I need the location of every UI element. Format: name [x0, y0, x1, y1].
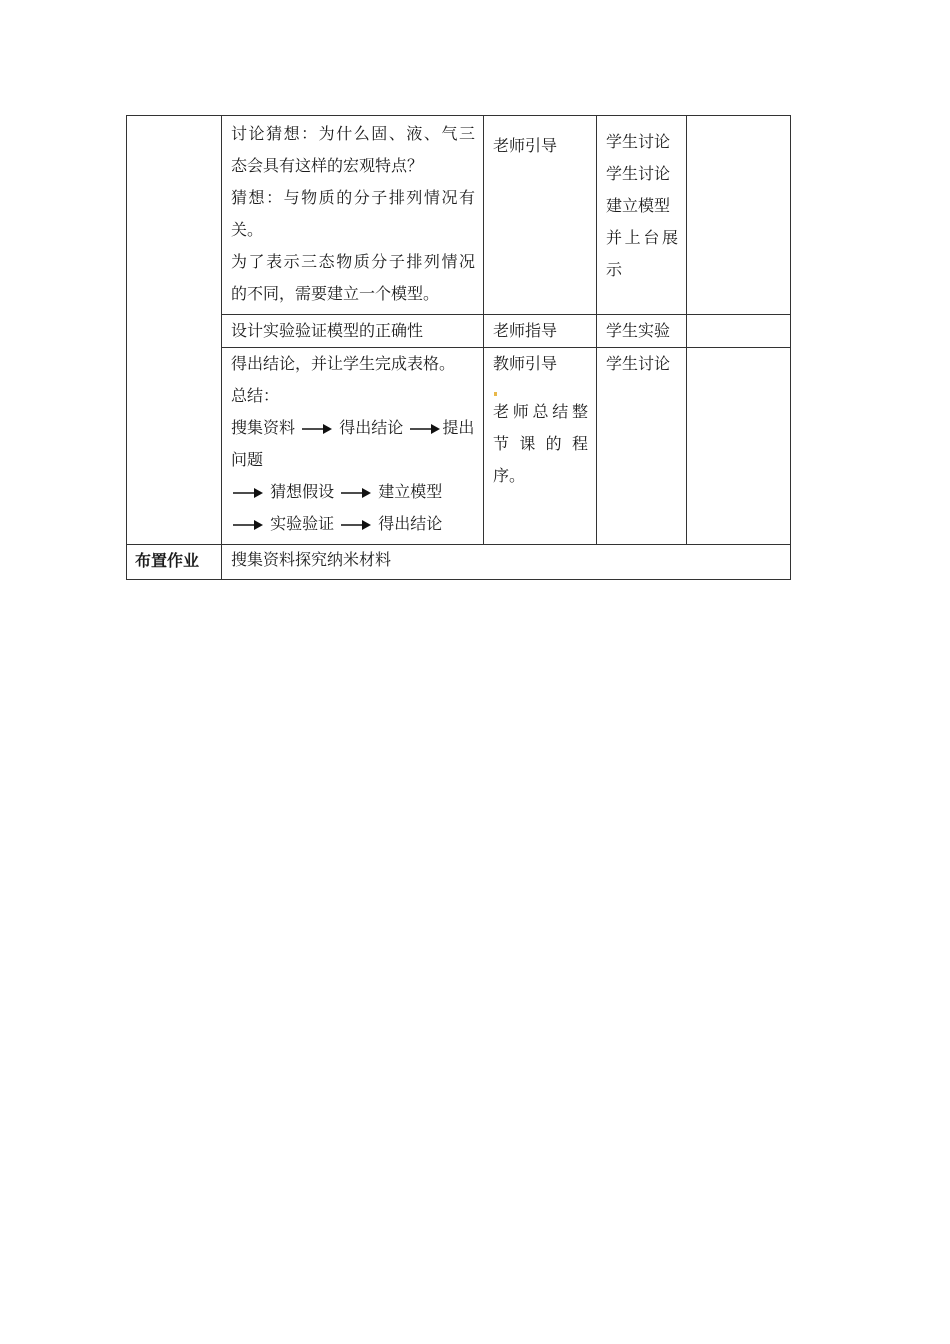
table-row [127, 315, 791, 348]
stage-cell [127, 116, 222, 545]
teacher-line: 节课的程 [493, 434, 588, 453]
table-row [127, 545, 791, 580]
flow-line [231, 412, 475, 476]
arrow-icon [341, 519, 371, 531]
arrow-icon [233, 519, 263, 531]
teacher-activity-cell [484, 116, 597, 315]
notes-cell [687, 348, 791, 545]
student-line: 学生实验 [606, 321, 671, 340]
student-line: 学生讨论 [606, 132, 671, 151]
teacher-line: 老师引导 [493, 136, 558, 155]
student-activity-cell [597, 116, 687, 315]
student-line: 示 [606, 260, 623, 279]
arrow-icon [410, 423, 440, 435]
homework-label-cell [127, 545, 222, 580]
flow-step: 搜集资料 [231, 418, 296, 437]
flow-line [231, 476, 475, 508]
teacher-line: 序。 [493, 466, 526, 485]
flow-step: 建立模型 [378, 482, 443, 501]
arrow-icon [233, 487, 263, 499]
student-activity-cell [597, 348, 687, 545]
arrow-icon [302, 423, 332, 435]
flow-step: 提出问题 [231, 418, 475, 469]
table-row [127, 116, 791, 315]
student-line: 建立模型 [606, 196, 671, 215]
homework-content-cell [222, 545, 791, 580]
student-line: 学生讨论 [606, 354, 671, 373]
flow-step: 猜想假设 [270, 482, 335, 501]
content-cell [222, 315, 484, 348]
content-line: 猜想：与物质的分子排列情况有 [231, 188, 475, 207]
table-row [127, 348, 791, 545]
student-line: 并上台展 [606, 228, 678, 247]
teacher-line: 教师引导 [493, 354, 558, 373]
teacher-line: 老师指导 [493, 321, 558, 340]
teacher-line: 老师总结整 [493, 402, 588, 421]
content-line: 总结： [231, 386, 280, 405]
student-line: 学生讨论 [606, 164, 671, 183]
flow-step: 得出结论 [339, 418, 404, 437]
content-line: 为了表示三态物质分子排列情况 [231, 252, 475, 271]
arrow-icon [341, 487, 371, 499]
notes-cell [687, 116, 791, 315]
content-line: 得出结论，并让学生完成表格。 [231, 354, 456, 373]
content-line: 讨论猜想：为什么固、液、气三 [231, 124, 475, 143]
homework-text: 搜集资料探究纳米材料 [231, 550, 392, 569]
lesson-plan-table [126, 115, 791, 580]
flow-step: 实验验证 [270, 514, 335, 533]
flow-line [231, 508, 475, 540]
content-cell [222, 348, 484, 545]
teacher-activity-cell [484, 315, 597, 348]
teacher-activity-cell [484, 348, 597, 545]
content-line: 设计实验验证模型的正确性 [231, 321, 424, 340]
flow-step: 得出结论 [378, 514, 443, 533]
content-line: 态会具有这样的宏观特点？ [231, 156, 424, 175]
content-line: 的不同，需要建立一个模型。 [231, 284, 440, 303]
notes-cell [687, 315, 791, 348]
homework-label: 布置作业 [135, 551, 200, 570]
content-cell [222, 116, 484, 315]
content-line: 关。 [231, 220, 264, 239]
student-activity-cell [597, 315, 687, 348]
